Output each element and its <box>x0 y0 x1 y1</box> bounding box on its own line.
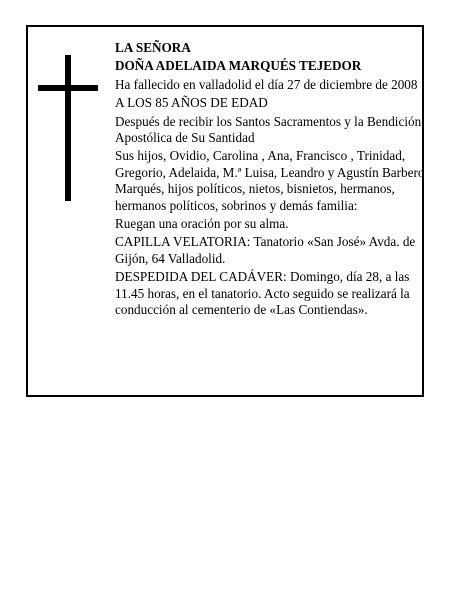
cross-vertical-bar <box>65 55 71 201</box>
deceased-name: DOÑA ADELAIDA MARQUÉS TEJEDOR <box>115 58 362 74</box>
farewell-information: DESPEDIDA DEL CADÁVER: Domingo, día 28, a las 11.45 horas, en el tanatorio. Acto seguido se realizará la conducción al cementerio de «Las Contiendas». <box>115 269 410 318</box>
cross-horizontal-bar <box>38 85 98 91</box>
notice-title: LA SEÑORA <box>115 40 191 55</box>
cross-icon <box>38 55 98 201</box>
notice-text <box>115 40 425 321</box>
death-statement: Ha fallecido en valladolid el día 27 de diciembre de 2008 <box>115 76 418 92</box>
obituary-notice <box>26 25 424 397</box>
family-statement: Sus hijos, Ovidio, Carolina , Ana, Francisco , Trinidad, Gregorio, Adelaida, M.ª Luisa, Leandro y Agustín Barbero Marqués, hijos políticos, nietos, bisnietos, hermanos, hermanos políticos, sobrinos y demás familia: <box>115 148 425 213</box>
age-statement: A LOS 85 AÑOS DE EDAD <box>115 95 268 111</box>
prayer-request: Ruegan una oración por su alma. <box>115 216 289 232</box>
chapel-information: CAPILLA VELATORIA: Tanatorio «San José» Avda. de Gijón, 64 Valladolid. <box>115 234 416 266</box>
sacraments-statement: Después de recibir los Santos Sacramentos y la Bendición Apostólica de Su Santidad <box>115 113 422 146</box>
